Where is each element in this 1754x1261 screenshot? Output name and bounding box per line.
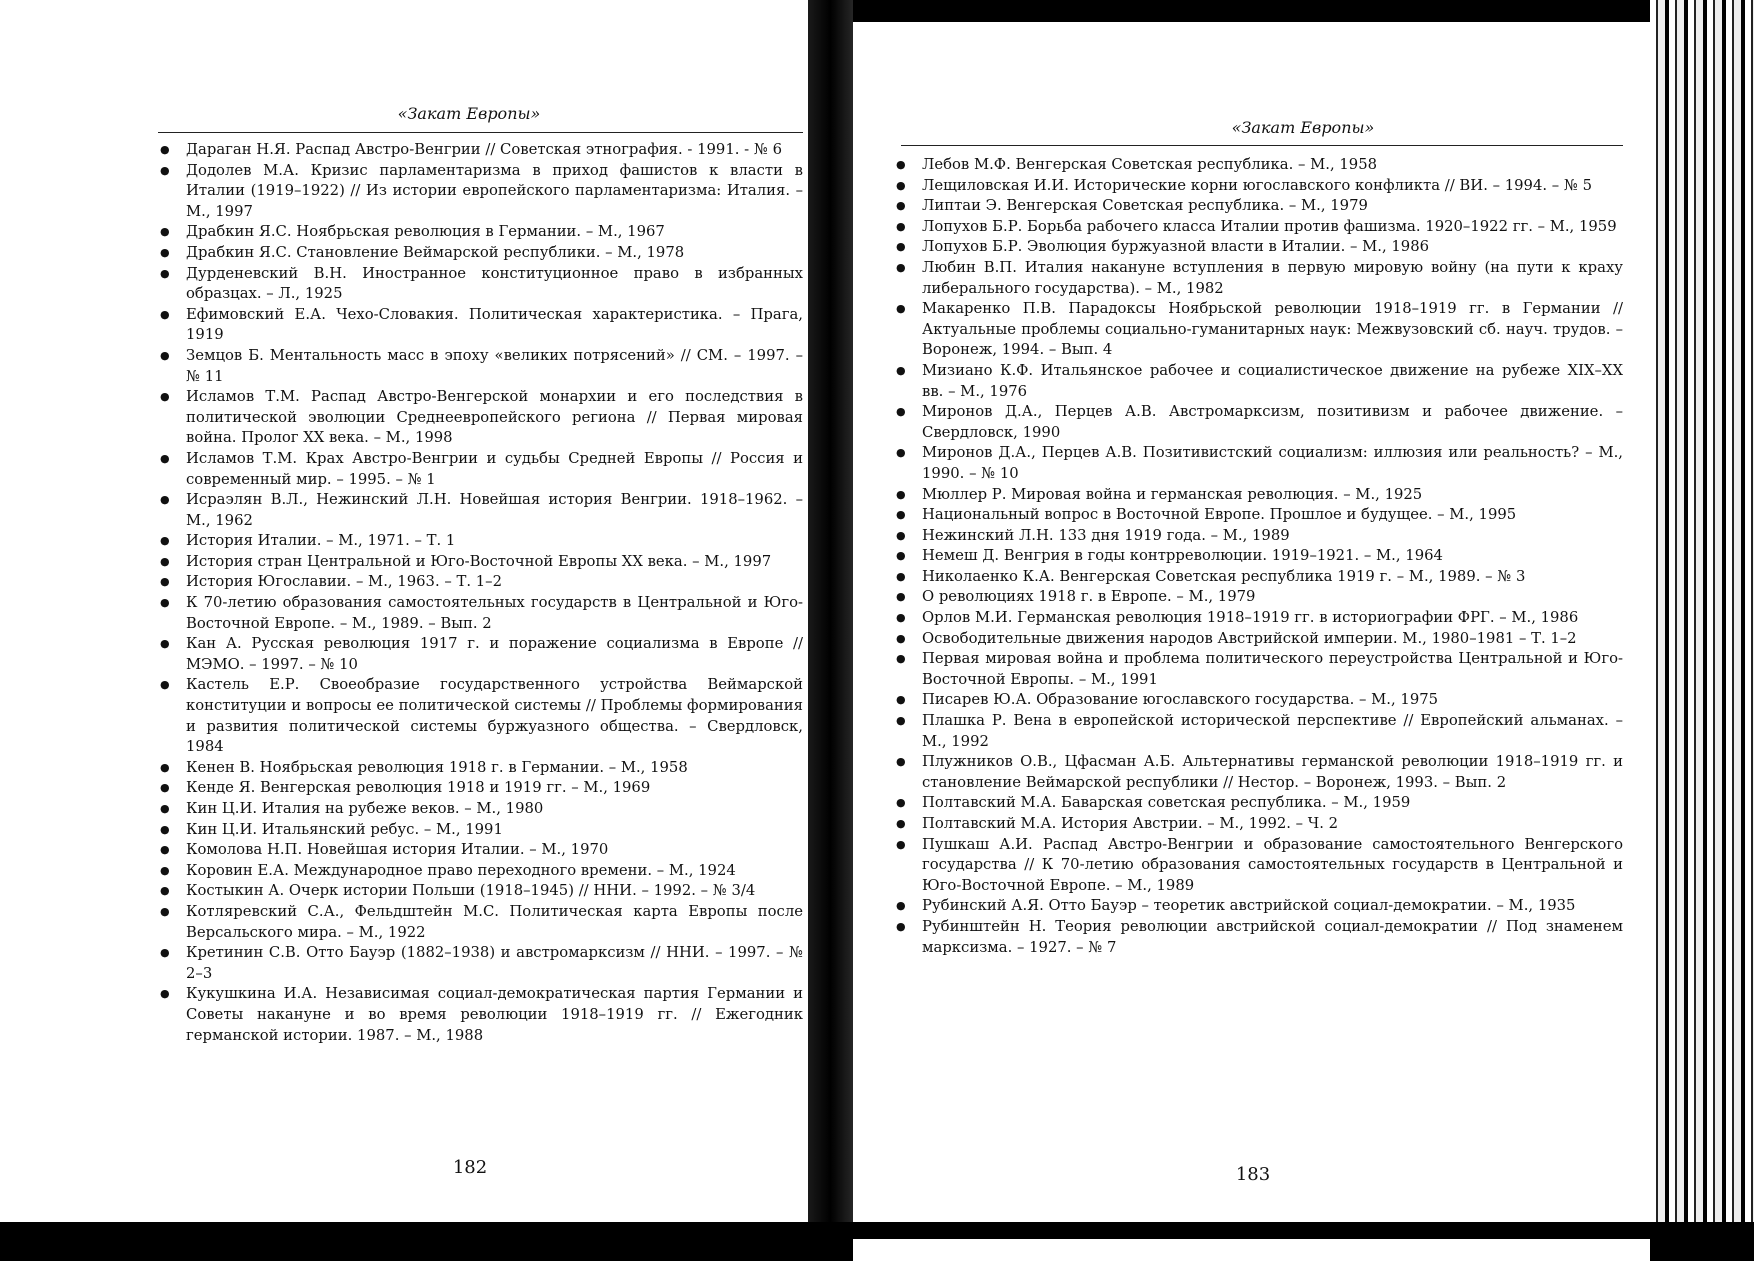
left-bibliography-entry: ● К 70-летию образования самостоятельных государств в Центральной и Юго-Восточной Европе. – М., 1989. – Вып. 2	[160, 593, 803, 634]
right-bibliography-entry: ● Мюллер Р. Мировая война и германская революция. – М., 1925	[896, 485, 1623, 506]
right-bibliography-entry: ● Мизиано К.Ф. Итальянское рабочее и социалистическое движение на рубеже XIX–XX вв. – М., 1976	[896, 361, 1623, 402]
left-bibliography-entry: ● Кин Ц.И. Итальянский ребус. – М., 1991	[160, 820, 803, 841]
left-bibliography-entry: ● Исраэлян В.Л., Нежинский Л.Н. Новейшая история Венгрии. 1918–1962. – М., 1962	[160, 490, 803, 531]
right-bibliography-entry: ● Липтаи Э. Венгерская Советская республика. – М., 1979	[896, 196, 1623, 217]
left-bibliography-entry: ● Кукушкина И.А. Независимая социал-демократическая партия Германии и Советы накануне и во время революции 1918–1919 гг. // Ежегодник германской истории. 1987. – М., 1988	[160, 984, 803, 1046]
right-bibliography-entry: ● О революциях 1918 г. в Европе. – М., 1979	[896, 587, 1623, 608]
right-bibliography-entry: ● Николаенко К.А. Венгерская Советская республика 1919 г. – М., 1989. – № 3	[896, 567, 1623, 588]
right-bibliography-entry: ● Макаренко П.В. Парадоксы Ноябрьской революции 1918–1919 гг. в Германии // Актуальные проблемы социально-гуманитарных наук: Межвузовский сб. науч. трудов. – Воронеж, 1994. – Вып. 4	[896, 299, 1623, 361]
left-page	[0, 0, 808, 1239]
right-bibliography-entry: ● Лопухов Б.Р. Борьба рабочего класса Италии против фашизма. 1920–1922 гг. – М., 1959	[896, 217, 1623, 238]
right-page-number: 183	[1235, 1164, 1271, 1185]
scan-bottom-edge	[0, 1222, 1754, 1239]
left-bibliography-entry: ● Дараган Н.Я. Распад Австро-Венгрии // Советская этнография. - 1991. - № 6	[160, 140, 803, 161]
left-bibliography-entry: ● Кастель Е.Р. Своеобразие государственного устройства Веймарской конституции и вопросы ее политической системы // Проблемы формирования и развития политической системы буржуазного общества. – Свердловск, 1984	[160, 675, 803, 757]
right-bibliography-entry: ● Орлов М.И. Германская революция 1918–1919 гг. в историографии ФРГ. – М., 1986	[896, 608, 1623, 629]
left-bibliography-entry: ● Дурденевский В.Н. Иностранное конституционное право в избранных образцах. – Л., 1925	[160, 264, 803, 305]
right-bibliography-entry: ● Полтавский М.А. Баварская советская республика. – М., 1959	[896, 793, 1623, 814]
left-bibliography-entry: ● Котляревский С.А., Фельдштейн М.С. Политическая карта Европы после Версальского мира. – М., 1922	[160, 902, 803, 943]
left-bibliography-entry: ● История Италии. – М., 1971. – Т. 1	[160, 531, 803, 552]
right-bibliography-entry: ● Любин В.П. Италия накануне вступления в первую мировую войну (на пути к краху либерального государства). – М., 1982	[896, 258, 1623, 299]
left-page-number: 182	[452, 1157, 488, 1178]
right-bibliography-entry: ● Лещиловская И.И. Исторические корни югославского конфликта // ВИ. – 1994. – № 5	[896, 176, 1623, 197]
left-bibliography-entry: ● Додолев М.А. Кризис парламентаризма в приход фашистов к власти в Италии (1919–1922) // Из истории европейского парламентаризма: Италия. – М., 1997	[160, 161, 803, 223]
right-bibliography-entry: ● Лопухов Б.Р. Эволюция буржуазной власти в Италии. – М., 1986	[896, 237, 1623, 258]
right-bibliography-entry: ● Лебов М.Ф. Венгерская Советская республика. – М., 1958	[896, 155, 1623, 176]
right-bibliography-entry: ● Плужников О.В., Цфасман А.Б. Альтернативы германской революции 1918–1919 гг. и становление Веймарской республики // Нестор. – Воронеж, 1993. – Вып. 2	[896, 752, 1623, 793]
right-bibliography-entry: ● Рубинштейн Н. Теория революции австрийской социал-демократии // Под знаменем марксизма. – 1927. – № 7	[896, 917, 1623, 958]
left-bibliography-entry: ● Кенде Я. Венгерская революция 1918 и 1919 гг. – М., 1969	[160, 778, 803, 799]
right-bibliography-entry: ● Миронов Д.А., Перцев А.В. Позитивистский социализм: иллюзия или реальность? – М., 1990. – № 10	[896, 443, 1623, 484]
right-header-rule	[901, 145, 1623, 146]
right-bibliography-entry: ● Пушкаш А.И. Распад Австро-Венгрии и образование самостоятельного Венгерского государства // К 70-летию образования самостоятельных государств в Центральной и Юго-Восточной Европе. – М., 1989	[896, 835, 1623, 897]
left-bibliography-entry: ● Драбкин Я.С. Становление Веймарской республики. – М., 1978	[160, 243, 803, 264]
right-page	[853, 22, 1650, 1261]
left-bibliography-entry: ● Коровин Е.А. Международное право переходного времени. – М., 1924	[160, 861, 803, 882]
right-bibliography-entry: ● Писарев Ю.А. Образование югославского государства. – М., 1975	[896, 690, 1623, 711]
left-bibliography-entry: ● Исламов Т.М. Крах Австро-Венгрии и судьбы Средней Европы // Россия и современный мир. – 1995. – № 1	[160, 449, 803, 490]
left-bibliography-entry: ● Кенен В. Ноябрьская революция 1918 г. в Германии. – М., 1958	[160, 758, 803, 779]
left-bibliography-entry: ● Земцов Б. Ментальность масс в эпоху «великих потрясений» // СМ. – 1997. – № 11	[160, 346, 803, 387]
right-bibliography-entry: ● Первая мировая война и проблема политического переустройства Центральной и Юго-Восточной Европы. – М., 1991	[896, 649, 1623, 690]
right-running-head: «Закат Европы»	[1231, 118, 1375, 137]
left-bibliography-entry: ● История Югославии. – М., 1963. – Т. 1–2	[160, 572, 803, 593]
right-bibliography-entry: ● Национальный вопрос в Восточной Европе. Прошлое и будущее. – М., 1995	[896, 505, 1623, 526]
left-running-head: «Закат Европы»	[397, 104, 541, 123]
right-bibliography-entry: ● Немеш Д. Венгрия в годы контрреволюции. 1919–1921. – М., 1964	[896, 546, 1623, 567]
right-bibliography-entry: ● Плашка Р. Вена в европейской исторической перспективе // Европейский альманах. – М., 1992	[896, 711, 1623, 752]
left-header-rule	[158, 132, 803, 133]
right-bibliography-entry: ● Рубинский А.Я. Отто Бауэр – теоретик австрийской социал-демократии. – М., 1935	[896, 896, 1623, 917]
right-bibliography-entry: ● Полтавский М.А. История Австрии. – М., 1992. – Ч. 2	[896, 814, 1623, 835]
right-bibliography-entry: ● Нежинский Л.Н. 133 дня 1919 года. – М., 1989	[896, 526, 1623, 547]
left-bibliography-list	[160, 140, 803, 1046]
left-bibliography-entry: ● Ефимовский Е.А. Чехо-Словакия. Политическая характеристика. – Прага, 1919	[160, 305, 803, 346]
left-bibliography-entry: ● Кан А. Русская революция 1917 г. и поражение социализма в Европе // МЭМО. – 1997. – № 10	[160, 634, 803, 675]
right-bibliography-list	[896, 155, 1623, 958]
book-gutter	[808, 0, 853, 1239]
left-bibliography-entry: ● Драбкин Я.С. Ноябрьская революция в Германии. – М., 1967	[160, 222, 803, 243]
left-bibliography-entry: ● Кин Ц.И. Италия на рубеже веков. – М., 1980	[160, 799, 803, 820]
left-bibliography-entry: ● Костыкин А. Очерк истории Польши (1918–1945) // ННИ. – 1992. – № 3/4	[160, 881, 803, 902]
left-bibliography-entry: ● Комолова Н.П. Новейшая история Италии. – М., 1970	[160, 840, 803, 861]
right-bibliography-entry: ● Миронов Д.А., Перцев А.В. Австромарксизм, позитивизм и рабочее движение. – Свердловск, 1990	[896, 402, 1623, 443]
scan-right-edge	[1650, 0, 1754, 1239]
right-bibliography-entry: ● Освободительные движения народов Австрийской империи. М., 1980–1981 – Т. 1–2	[896, 629, 1623, 650]
left-bibliography-entry: ● Кретинин С.В. Отто Бауэр (1882–1938) и австромарксизм // ННИ. – 1997. – № 2–3	[160, 943, 803, 984]
left-bibliography-entry: ● История стран Центральной и Юго-Восточной Европы XX века. – М., 1997	[160, 552, 803, 573]
left-bibliography-entry: ● Исламов Т.М. Распад Австро-Венгерской монархии и его последствия в политической эволюции Среднеевропейского региона // Первая мировая война. Пролог XX века. – М., 1998	[160, 387, 803, 449]
